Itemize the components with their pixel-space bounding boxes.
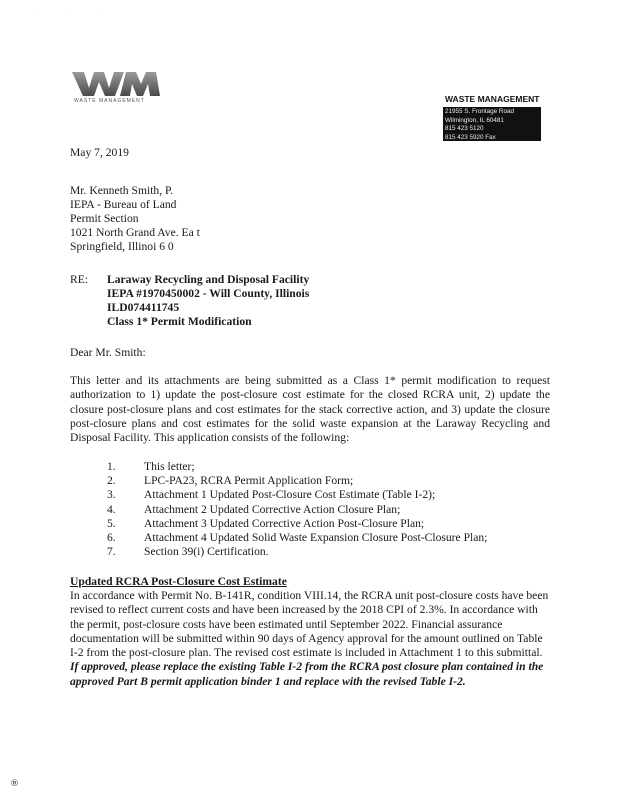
list-text: This letter;: [144, 460, 195, 473]
list-number: 6.: [107, 530, 116, 544]
re-line: Class 1* Permit Modification: [107, 315, 252, 328]
company-name: WASTE MANAGEMENT: [445, 94, 540, 104]
scan-specks: · · ·: [34, 12, 113, 18]
list-text: LPC-PA23, RCRA Permit Application Form;: [144, 474, 354, 488]
section-heading: Updated RCRA Post-Closure Cost Estimate: [70, 575, 287, 588]
recipient-line: IEPA - Bureau of Land: [70, 198, 177, 211]
re-subject: [107, 273, 309, 329]
re-line: IEPA #1970450002 - Will County, Illinois: [107, 287, 310, 300]
recipient-address: [70, 184, 200, 254]
section-text: In accordance with Permit No. B-141R, condition VIII.14, the RCRA unit post-closure costs have been revised to reflect current costs and have been increased by the 2018 CPI of 2.3%. In accordance with the permit, post-closure costs have been estimated until September 2022. Financial assurance documentation will be submitted within 90 days of Agency approval for the amount outlined on Table I-2 from the post-closure plan. The revised cost estimate is included in Attachment 1 to this submittal.: [70, 589, 549, 660]
list-text: Attachment 1 Updated Post-Closure Cost Estimate (Table I-2);: [144, 488, 436, 502]
letter-date: May 7, 2019: [70, 146, 129, 159]
recycle-mark: ®: [10, 779, 19, 789]
address-line: Wilmington, IL 60481: [445, 116, 504, 124]
recipient-line: Permit Section: [70, 212, 139, 225]
salutation: Dear Mr. Smith:: [70, 346, 146, 359]
section-emphasis: If approved, please replace the existing Table I-2 from the RCRA post closure plan contained in the approved Part B permit application binder 1 and replace with the revised Table I-2.: [70, 660, 544, 688]
address-line: 815 423 5120: [445, 125, 484, 132]
list-number: 3.: [107, 488, 116, 502]
list-text: Attachment 2 Updated Corrective Action Closure Plan;: [144, 502, 401, 516]
list-text: Section 39(i) Certification.: [144, 545, 269, 559]
list-number: 1.: [107, 460, 116, 473]
recipient-line: 1021 North Grand Ave. Ea t: [70, 226, 200, 239]
list-text: Attachment 4 Updated Solid Waste Expansion Closure Post-Closure Plan;: [144, 530, 488, 544]
re-line: ILD074411745: [107, 301, 180, 314]
recipient-line: Springfield, Illinoi 6 0: [70, 240, 174, 253]
section-body: [70, 589, 550, 689]
address-line: 815 423 5920 Fax: [445, 133, 496, 141]
intro-paragraph: This letter and its attachments are being submitted as a Class 1* permit modification to request authorization to 1) update the post-closure cost estimate for the closed RCRA unit, 2) update the closure post-closure plans and cost estimates for the stack corrective action, and 3) update the closure post-closure plans and cost estimates for the solid waste expansion at the Laraway Recycling and Disposal Facility. This application consists of the following:: [70, 374, 550, 445]
list-number: 5.: [107, 516, 116, 530]
list-text: Attachment 3 Updated Corrective Action Post-Closure Plan;: [144, 516, 425, 530]
re-label: RE:: [70, 273, 89, 286]
logo-tagline: WASTE MANAGEMENT: [74, 98, 145, 104]
address-line: 21955 S. Frontage Road: [445, 108, 514, 115]
list-number: 2.: [107, 474, 116, 488]
list-number: 4.: [107, 502, 116, 516]
recipient-line: Mr. Kenneth Smith, P.: [70, 184, 174, 197]
list-number: 7.: [107, 545, 116, 559]
re-line: Laraway Recycling and Disposal Facility: [107, 273, 310, 286]
company-address-block: [443, 107, 541, 141]
